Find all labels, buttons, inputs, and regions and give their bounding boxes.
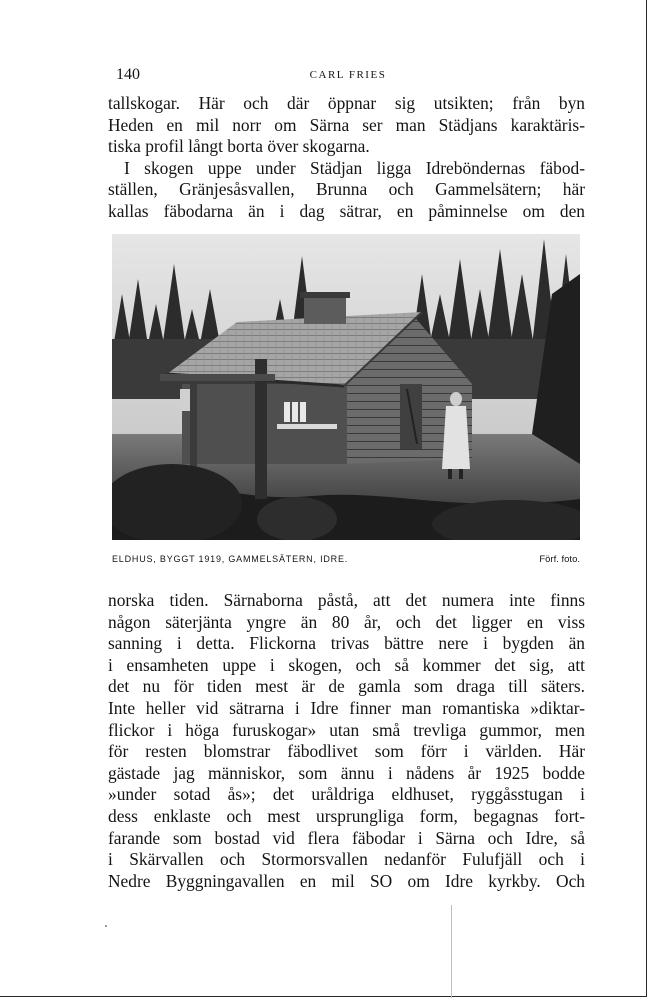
text-line: sanning i detta. Flickorna trivas bättre nere i bygden än — [108, 633, 585, 654]
page-number: 140 — [116, 66, 140, 83]
photo-credit: Förf. foto. — [539, 554, 580, 565]
text-line: tiska profil långt borta över skogarna. — [108, 136, 370, 157]
text-line: det nu för tiden mest är de gamla som draga till säters. — [108, 676, 585, 697]
top-text-block — [108, 93, 585, 223]
text-line: flickor i höga furuskogar» utan små trevliga gummor, men — [108, 719, 585, 740]
text-line: någon säterjänta yngre än 80 år, och det ligger en viss — [108, 611, 585, 632]
photograph-cabin — [112, 234, 580, 540]
running-title: CARL FRIES — [309, 69, 387, 81]
scan-margin-line — [451, 905, 452, 998]
text-line: gästade jag människor, som ännu i nådens år 1925 bodde — [108, 762, 585, 783]
text-line: Nedre Byggningavallen en mil SO om Idre kyrkby. Och — [108, 870, 585, 891]
figure-caption: ELDHUS, BYGGT 1919, GAMMELSÄTERN, IDRE. — [112, 554, 349, 564]
text-line: »under sotad ås»; det uråldriga eldhuset, ryggåsstugan i — [108, 784, 585, 805]
photo-illustration — [112, 234, 580, 540]
scan-speck — [105, 925, 107, 927]
running-head — [112, 66, 584, 86]
text-line: dess enklaste och mest ursprungliga form, begagnas fort- — [108, 805, 585, 826]
text-line: kallas fäbodarna än i dag sätrar, en påminnelse om den — [108, 200, 585, 221]
text-line: i Skärvallen och Stormorsvallen nedanför Fulufjäll och i — [108, 849, 585, 870]
text-line: norska tiden. Särnaborna påstå, att det numera inte finns — [108, 590, 585, 610]
text-line: farande som bostad vid flera fäbodar i Särna och Idre, så — [108, 827, 585, 848]
text-line: tallskogar. Här och där öppnar sig utsikten; från byn — [108, 93, 585, 113]
text-line: i ensamheten uppe i skogen, och så kommer det sig, att — [108, 654, 585, 675]
text-line: Inte heller vid sätrarna i Idre finner man romantiska »diktar- — [108, 697, 585, 718]
text-line: för resten blomstrar fäbodlivet som förr i världen. Här — [108, 741, 585, 762]
text-line: ställen, Gränjesåsvallen, Brunna och Gammelsätern; här — [108, 179, 585, 200]
text-line: I skogen uppe under Städjan ligga Idreböndernas fäbod- — [124, 157, 585, 178]
text-line: Heden en mil norr om Särna ser man Städjans karaktäris- — [108, 114, 585, 135]
bottom-text-block — [108, 590, 585, 892]
figure-caption-row — [112, 554, 580, 568]
